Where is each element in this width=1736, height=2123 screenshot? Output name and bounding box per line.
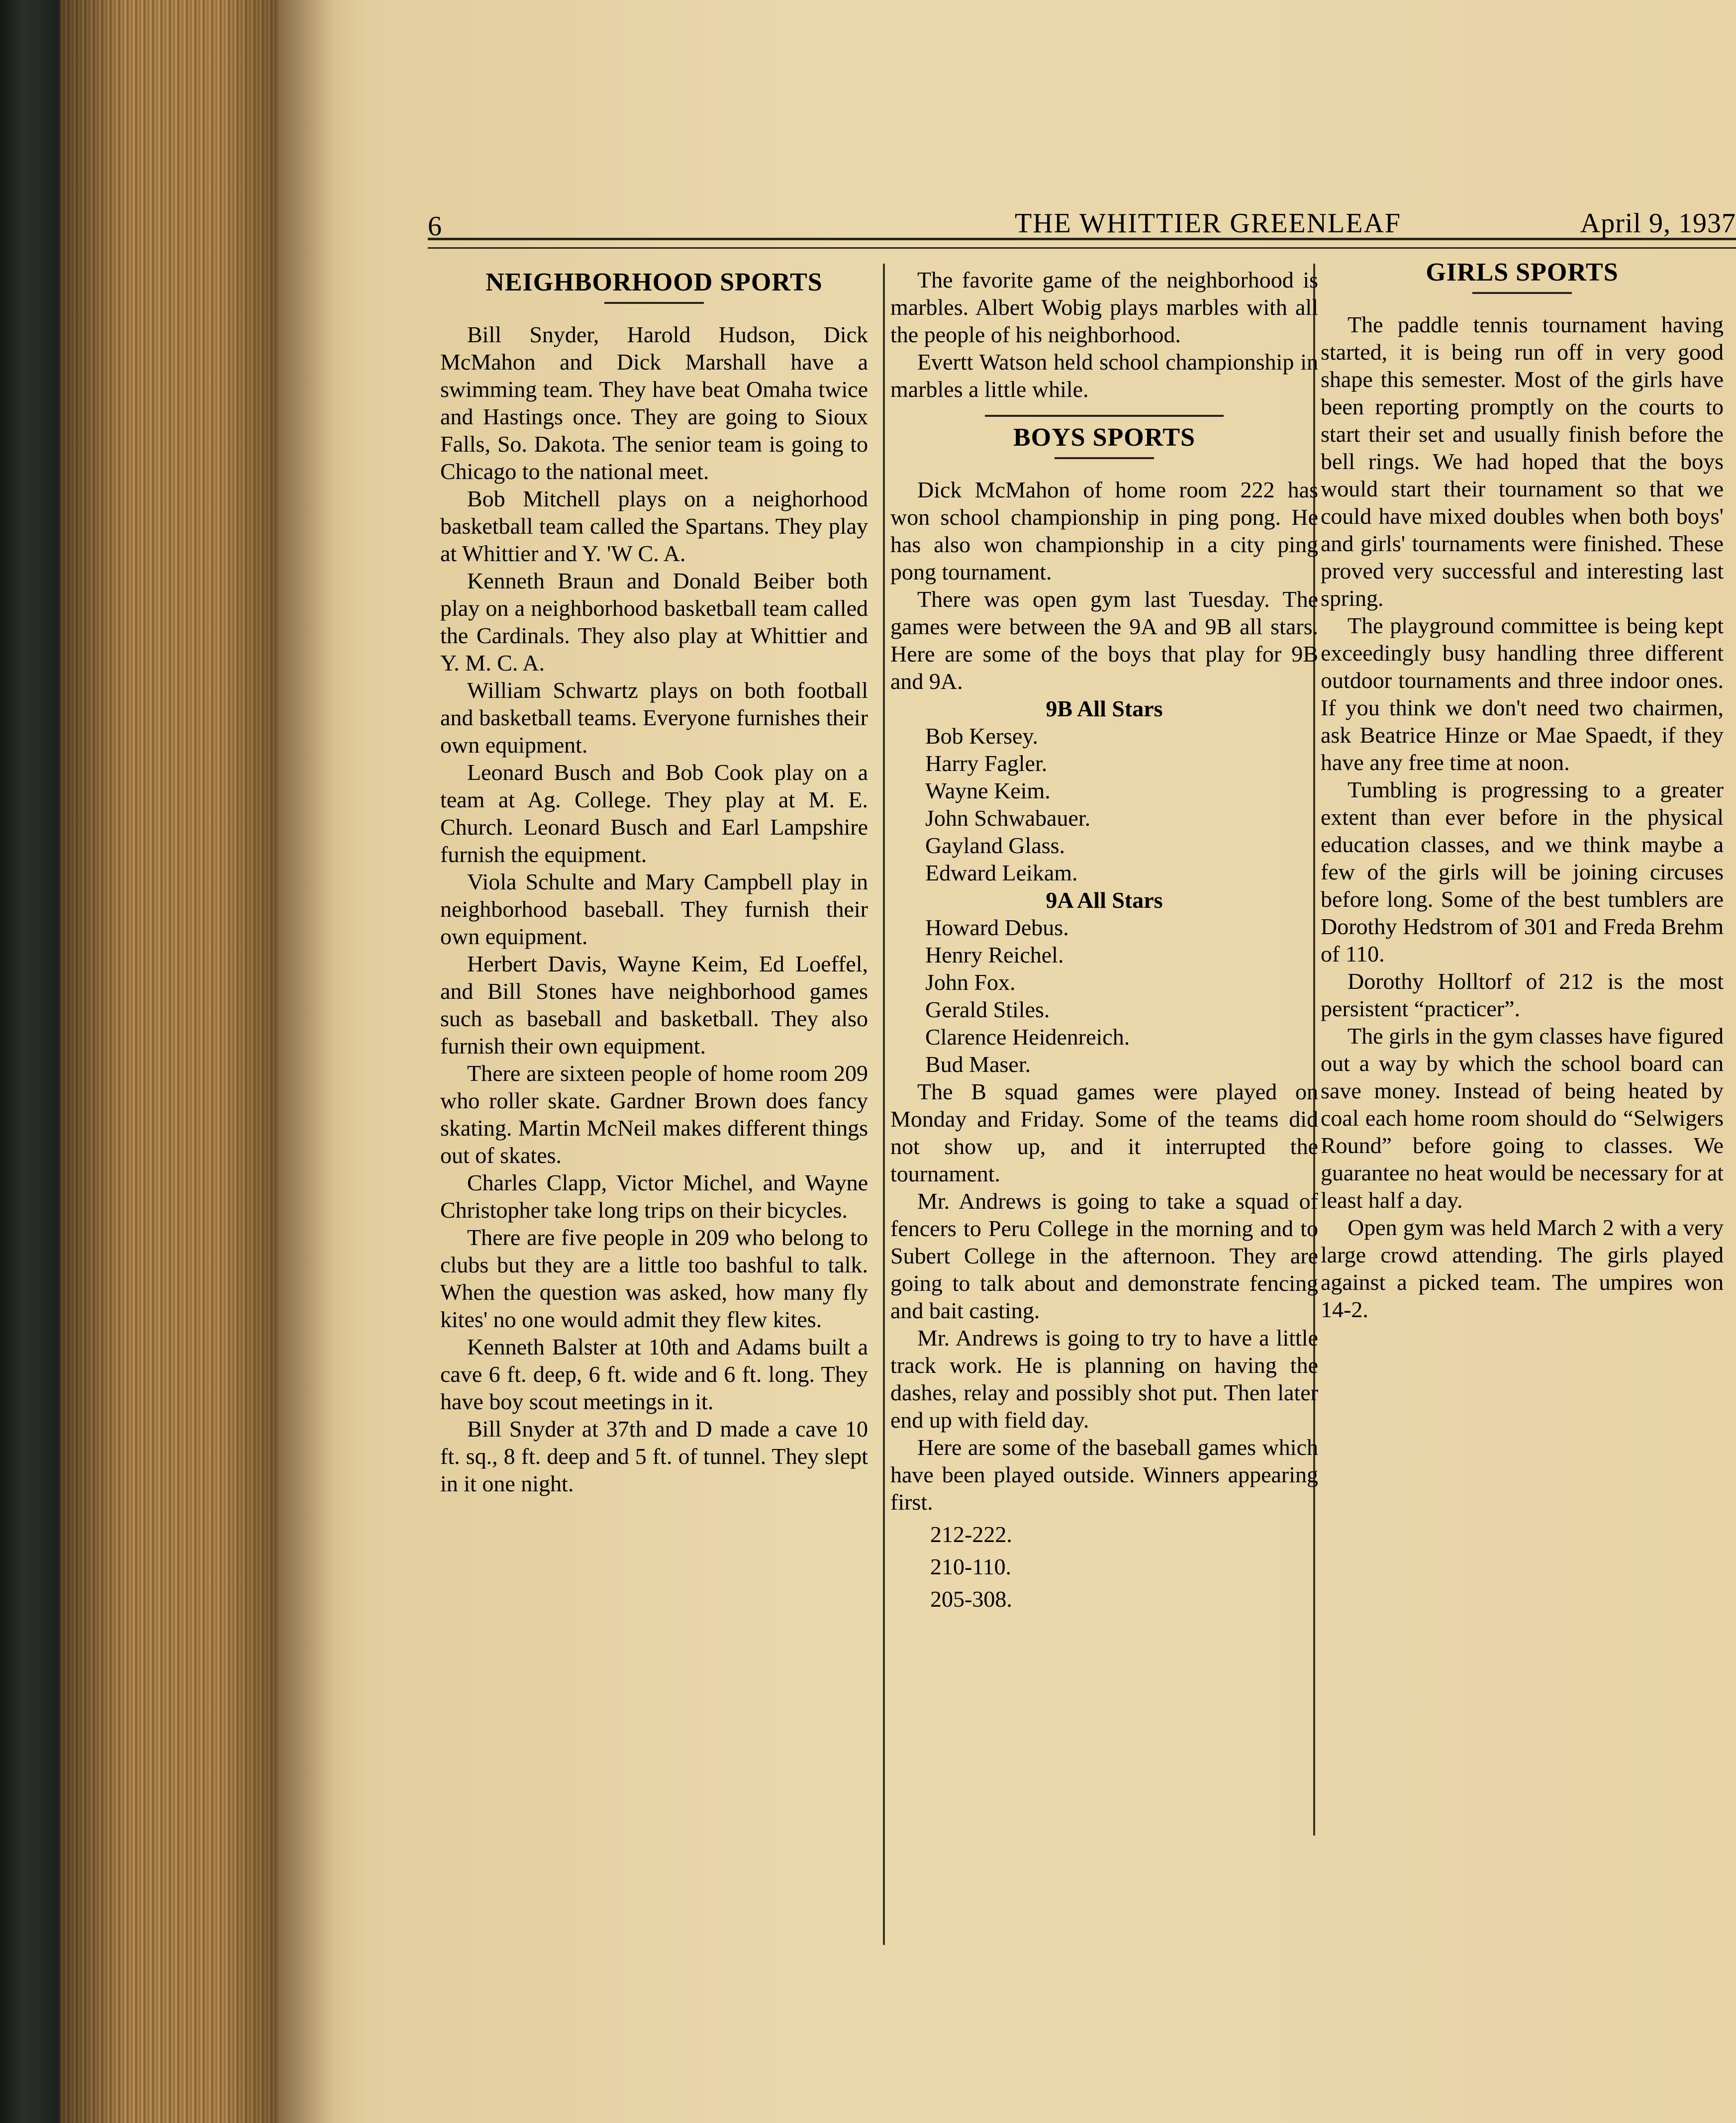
column-girls-sports: [1321, 254, 1724, 1323]
article-paragraph: There was open gym last Tuesday. The games were between the 9A and 9B all stars. Here are some of the boys that play for 9B and 9A.: [890, 586, 1318, 694]
player-name: Bud Maser.: [925, 1052, 1031, 1077]
header-rule: [428, 238, 1736, 249]
article-paragraph: Leonard Busch and Bob Cook play on a team at Ag. College. They play at M. E. Church. Leonard Busch and Earl Lampshire furnish the equipment.: [440, 760, 868, 867]
gutter-shadow: [279, 0, 333, 2123]
heading-rule: [1055, 457, 1154, 459]
article-paragraph: Tumbling is progressing to a greater extent than ever before in the physical education classes, and we think maybe a few of the girls will be joining circuses before long. Some of the best tumblers are Dorothy Hedstrom of 301 and Freda Brehm of 110.: [1321, 777, 1724, 966]
player-name: Harry Fagler.: [925, 751, 1048, 776]
section-heading-neighborhood: NEIGHBORHOOD SPORTS: [485, 268, 823, 296]
column-neighborhood-sports: [440, 264, 868, 1497]
article-paragraph: The B squad games were played on Monday and Friday. Some of the teams did not show up, and it interrupted the tournament.: [890, 1079, 1318, 1186]
player-name: John Schwabauer.: [925, 805, 1091, 831]
article-paragraph: Mr. Andrews is going to try to have a little track work. He is planning on having the dashes, relay and possibly shot put. Then later end up with field day.: [890, 1325, 1318, 1433]
player-name: Edward Leikam.: [925, 860, 1078, 885]
article-paragraph: Viola Schulte and Mary Campbell play in neighborhood baseball. They furnish their own equipment.: [440, 869, 868, 949]
article-paragraph: Bob Mitchell plays on a neighorhood basketball team called the Spartans. They play at Whittier and Y. 'W C. A.: [440, 486, 868, 566]
article-paragraph: Open gym was held March 2 with a very large crowd attending. The girls played against a picked team. The umpires won 14-2.: [1321, 1215, 1724, 1322]
game-score: 210-110.: [930, 1554, 1012, 1579]
article-paragraph: The playground committee is being kept exceedingly busy handling three different outdoor tournaments and three indoor ones. If you think we don't need two chairmen, ask Beatrice Hinze or Mae Spaedt, if they have any free time at noon.: [1321, 613, 1724, 775]
article-paragraph: William Schwartz plays on both football and basketball teams. Everyone furnishes their own equipment.: [440, 677, 868, 758]
heading-rule: [604, 302, 704, 304]
article-paragraph: Bill Snyder at 37th and D made a cave 10 ft. sq., 8 ft. deep and 5 ft. of tunnel. They slept in it one night.: [440, 1416, 868, 1496]
game-score: 205-308.: [930, 1586, 1012, 1612]
article-paragraph: Charles Clapp, Victor Michel, and Wayne Christopher take long trips on their bicycles.: [440, 1170, 868, 1223]
player-name: Wayne Keim.: [925, 778, 1051, 803]
player-name: Henry Reichel.: [925, 942, 1064, 967]
article-paragraph: Here are some of the baseball games which have been played outside. Winners appearing first.: [890, 1435, 1318, 1515]
article-paragraph: Kenneth Braun and Donald Beiber both play on a neighborhood basketball team called the Cardinals. They also play at Whittier and Y. M. C. A.: [440, 568, 868, 676]
section-heading-girls: GIRLS SPORTS: [1426, 258, 1619, 287]
player-name: Gayland Glass.: [925, 833, 1065, 858]
section-divider: [985, 415, 1224, 417]
issue-date: April 9, 1937: [1580, 208, 1736, 239]
player-name: Bob Kersey.: [925, 723, 1038, 749]
article-paragraph: Dorothy Holltorf of 212 is the most persistent “practicer”.: [1321, 968, 1724, 1021]
article-paragraph: The paddle tennis tournament having started, it is being run off in very good shape this semester. Most of the girls have been reporting promptly on the courts to start their set and usually finish before the bell rings. We had hoped that the boys would start their tournament so that we could have mixed doubles when both boys' and girls' tournaments were finished. These proved very successful and interesting last spring.: [1321, 312, 1724, 611]
player-name: Gerald Stiles.: [925, 997, 1050, 1022]
article-paragraph: The girls in the gym classes have figured out a way by which the school board can save money. Instead of being heated by coal each home room should do “Selwigers Round” before going to classes. We guarantee no heat would be necessary for at least half a day.: [1321, 1023, 1724, 1213]
article-paragraph: Dick McMahon of home room 222 has won school championship in ping pong. He has also won championship in a city ping pong tournament.: [890, 477, 1318, 584]
article-paragraph: Evertt Watson held school championship in marbles a little while.: [890, 349, 1318, 402]
article-paragraph: There are sixteen people of home room 209 who roller skate. Gardner Brown does fancy skating. Martin McNeil makes different things out of skates.: [440, 1061, 868, 1168]
page-edges: [60, 0, 279, 2123]
book-spine: [0, 0, 60, 2123]
column-rule-1: [883, 264, 885, 1945]
heading-rule: [1472, 292, 1572, 294]
page-number: 6: [428, 211, 442, 242]
article-paragraph: The favorite game of the neighborhood is marbles. Albert Wobig plays marbles with all the people of his neighborhood.: [890, 267, 1318, 347]
article-paragraph: Bill Snyder, Harold Hudson, Dick McMahon and Dick Marshall have a swimming team. They have beat Omaha twice and Hastings once. They are going to Sioux Falls, So. Dakota. The senior team is going to Chicago to the national meet.: [440, 322, 868, 484]
article-paragraph: Herbert Davis, Wayne Keim, Ed Loeffel, and Bill Stones have neighborhood games such as baseball and basketball. They also furnish their own equipment.: [440, 951, 868, 1059]
player-name: John Fox.: [925, 969, 1016, 995]
player-name: Howard Debus.: [925, 915, 1069, 940]
newspaper-title: THE WHITTIER GREENLEAF: [1015, 208, 1402, 239]
game-score: 212-222.: [930, 1522, 1012, 1547]
team-label-9a: 9A All Stars: [1046, 887, 1163, 913]
article-paragraph: There are five people in 209 who belong to clubs but they are a little too bashful to talk. When the question was asked, how many fly kites' no one would admit they flew kites.: [440, 1225, 868, 1332]
team-label-9b: 9B All Stars: [1046, 696, 1163, 721]
section-heading-boys: BOYS SPORTS: [1013, 423, 1196, 452]
article-paragraph: Kenneth Balster at 10th and Adams built a cave 6 ft. deep, 6 ft. wide and 6 ft. long. They have boy scout meetings in it.: [440, 1334, 868, 1414]
article-paragraph: Mr. Andrews is going to take a squad of fencers to Peru College in the morning and to Subert College in the afternoon. They are going to talk about and demonstrate fencing and bait casting.: [890, 1188, 1318, 1323]
player-name: Clarence Heidenreich.: [925, 1024, 1130, 1050]
column-boys-sports: [890, 266, 1318, 1613]
